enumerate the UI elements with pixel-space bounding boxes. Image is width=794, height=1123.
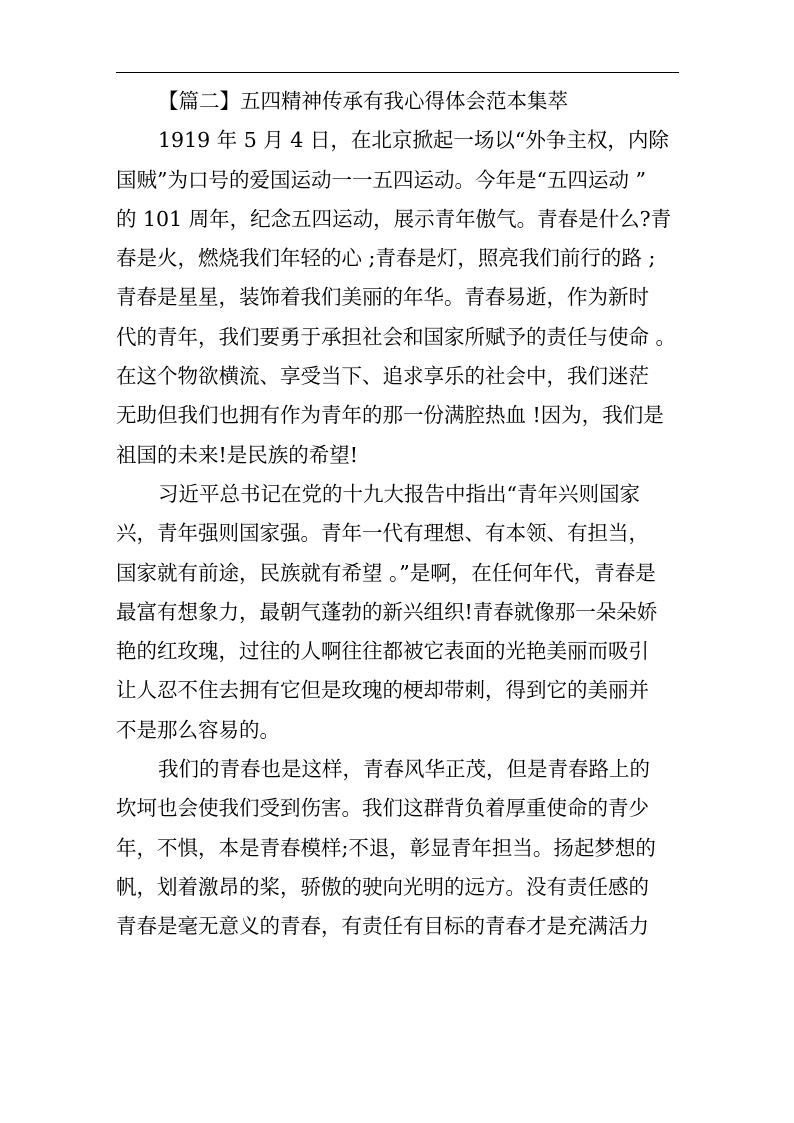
paragraph-line: 坎坷也会使我们受到伤害。我们这群背负着厚重使命的青少 bbox=[116, 796, 649, 821]
document-body bbox=[116, 82, 676, 947]
paragraph-line: 兴，青年强则国家强。青年一代有理想、有本领、有担当， bbox=[116, 521, 649, 546]
paragraph-line: 春是火，燃烧我们年轻的心 ;青春是灯，照亮我们前行的路 ; bbox=[116, 246, 656, 271]
paragraph-line: 国家就有前途，民族就有希望 。”是啊，在任何年代，青春是 bbox=[116, 560, 656, 585]
paragraph-line: 不是那么容易的。 bbox=[116, 717, 280, 742]
paragraph-line: 帆，划着激昂的桨，骄傲的驶向光明的远方。没有责任感的 bbox=[116, 874, 649, 899]
paragraph-line: 习近平总书记在党的十九大报告中指出“青年兴则国家 bbox=[158, 481, 640, 506]
header-rule bbox=[116, 72, 679, 73]
paragraph-line: 我们的青春也是这样，青春风华正茂，但是青春路上的 bbox=[158, 757, 650, 782]
paragraph-line: 代的青年，我们要勇于承担社会和国家所赋予的责任与使命 。 bbox=[116, 324, 676, 349]
paragraph-line: 祖国的未来!是民族的希望! bbox=[116, 442, 358, 467]
paragraph-line: 1919 年 5 月 4 日，在北京掀起一场以“外争主权，内除 bbox=[158, 128, 669, 153]
paragraph-line: 无助但我们也拥有作为青年的那一份满腔热血 !因为，我们是 bbox=[116, 403, 664, 428]
document-title: 【篇二】五四精神传承有我心得体会范本集萃 bbox=[158, 89, 568, 113]
paragraph-line: 艳的红玫瑰，过往的人啊往往都被它表面的光艳美丽而吸引 bbox=[116, 639, 649, 664]
paragraph-line: 让人忍不住去拥有它但是玫瑰的梗却带刺，得到它的美丽并 bbox=[116, 678, 649, 703]
paragraph-line: 最富有想象力，最朝气蓬勃的新兴组织!青春就像那一朵朵娇 bbox=[116, 599, 658, 624]
paragraph-line: 青春是星星，装饰着我们美丽的年华。青春易逝，作为新时 bbox=[116, 285, 649, 310]
paragraph-line: 青春是毫无意义的青春，有责任有目标的青春才是充满活力 bbox=[116, 914, 649, 939]
paragraph-line: 的 101 周年，纪念五四运动，展示青年傲气。青春是什么?青 bbox=[116, 206, 672, 231]
paragraph-3 bbox=[116, 750, 676, 946]
paragraph-line: 国贼”为口号的爱国运动一一五四运动。今年是“五四运动 ” bbox=[116, 167, 646, 192]
paragraph-1 bbox=[116, 121, 676, 475]
paragraph-line: 年，不惧，本是青春模样;不退，彰显青年担当。扬起梦想的 bbox=[116, 835, 656, 860]
paragraph-2 bbox=[116, 475, 676, 750]
paragraph-line: 在这个物欲横流、享受当下、追求享乐的社会中，我们迷茫 bbox=[116, 364, 649, 389]
